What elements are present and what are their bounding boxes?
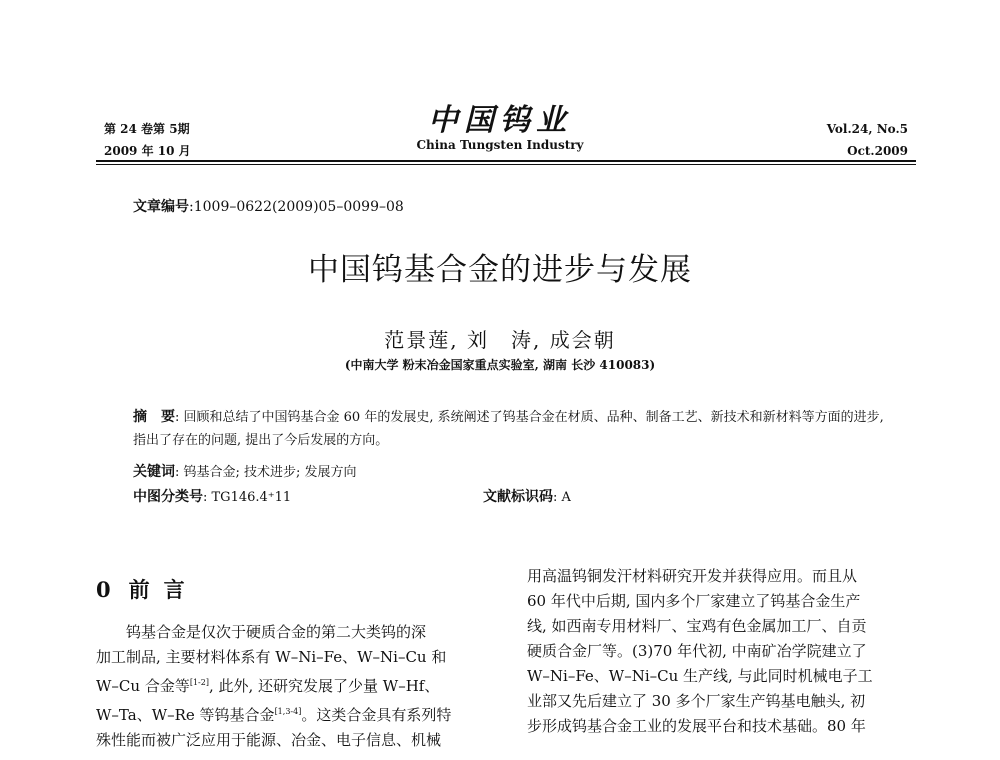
keywords-value: : 钨基合金; 技术进步; 发展方向 [175, 465, 357, 480]
body-text: , 此外, 还研究发展了少量 W–Hf、 [208, 677, 440, 695]
body-text: 。这类合金具有系列特 [301, 706, 452, 724]
keywords [133, 461, 357, 481]
section-title: 前言 [128, 577, 199, 602]
body-line: 业部又先后建立了 30 多个厂家生产钨基电触头, 初 [527, 692, 866, 710]
authors: 范景莲, 刘 涛, 成会朝 [384, 328, 616, 352]
abstract-text: : 回顾和总结了中国钨基合金 60 年的发展史, 系统阐述了钨基合金在材质、品种、制备工艺、新技术和新材料等方面的进步, 指出了存在的问题, 提出了今后发展的方向。 [133, 410, 884, 448]
body-line: 60 年代中后期, 国内多个厂家建立了钨基合金生产 [527, 592, 861, 610]
volume-issue: 第 24 卷第 5期 [104, 122, 190, 136]
right-column [527, 564, 917, 739]
left-column [96, 620, 496, 753]
article-number [133, 196, 404, 216]
body-text: W–Cu 合金等 [96, 677, 190, 695]
date-en: Oct.2009 [847, 144, 908, 158]
body-line: 用高温钨铜发汗材料研究开发并获得应用。而且从 [527, 567, 858, 585]
journal-logo: 中国钨业 [428, 103, 572, 138]
issue-date: 2009 年 10 月 [104, 144, 191, 158]
body-line: 钨基合金是仅次于硬质合金的第二大类钨的深 [126, 623, 427, 641]
body-line [96, 670, 496, 699]
clc-number [133, 486, 291, 506]
volume-en: Vol.24, No.5 [826, 122, 908, 136]
header-rule-thin [96, 164, 916, 165]
citation: [1-2] [189, 678, 209, 687]
clc-value: : TG146.4⁺11 [203, 490, 292, 505]
body-line: 硬质合金厂等。(3)70 年代初, 中南矿冶学院建立了 [527, 642, 867, 660]
abstract [133, 406, 893, 452]
paper-title: 中国钨基合金的进步与发展 [308, 252, 692, 288]
document-code-label: 文献标识码 [483, 489, 553, 505]
header-rule-thick [96, 160, 916, 162]
journal-name-en: China Tungsten Industry [416, 138, 584, 152]
clc-label: 中图分类号 [133, 489, 203, 505]
keywords-label: 关键词 [133, 464, 175, 480]
body-line: 殊性能而被广泛应用于能源、冶金、电子信息、机械 [96, 731, 442, 749]
body-text: W–Ta、W–Re 等钨基合金 [96, 706, 275, 724]
header-right [827, 118, 908, 162]
document-code [483, 486, 571, 506]
section-heading [96, 574, 199, 604]
abstract-label: 摘 要 [133, 409, 175, 425]
article-number-label: 文章编号 [133, 199, 189, 215]
document-code-value: : A [553, 490, 571, 505]
body-line: 步形成钨基合金工业的发展平台和技术基础。80 年 [527, 717, 866, 735]
affiliation: (中南大学 粉末冶金国家重点实验室, 湖南 长沙 410083) [344, 358, 656, 372]
body-line: 加工制品, 主要材料体系有 W–Ni–Fe、W–Ni–Cu 和 [96, 648, 447, 666]
article-number-value: :1009–0622(2009)05–0099–08 [189, 199, 404, 215]
body-line: W–Ni–Fe、W–Ni–Cu 生产线, 与此同时机械电子工 [527, 667, 873, 685]
section-number: 0 [96, 577, 111, 602]
body-line [96, 699, 496, 728]
body-line: 线, 如西南专用材料厂、宝鸡有色金属加工厂、自贡 [527, 617, 867, 635]
citation: [1,3-4] [274, 707, 302, 716]
